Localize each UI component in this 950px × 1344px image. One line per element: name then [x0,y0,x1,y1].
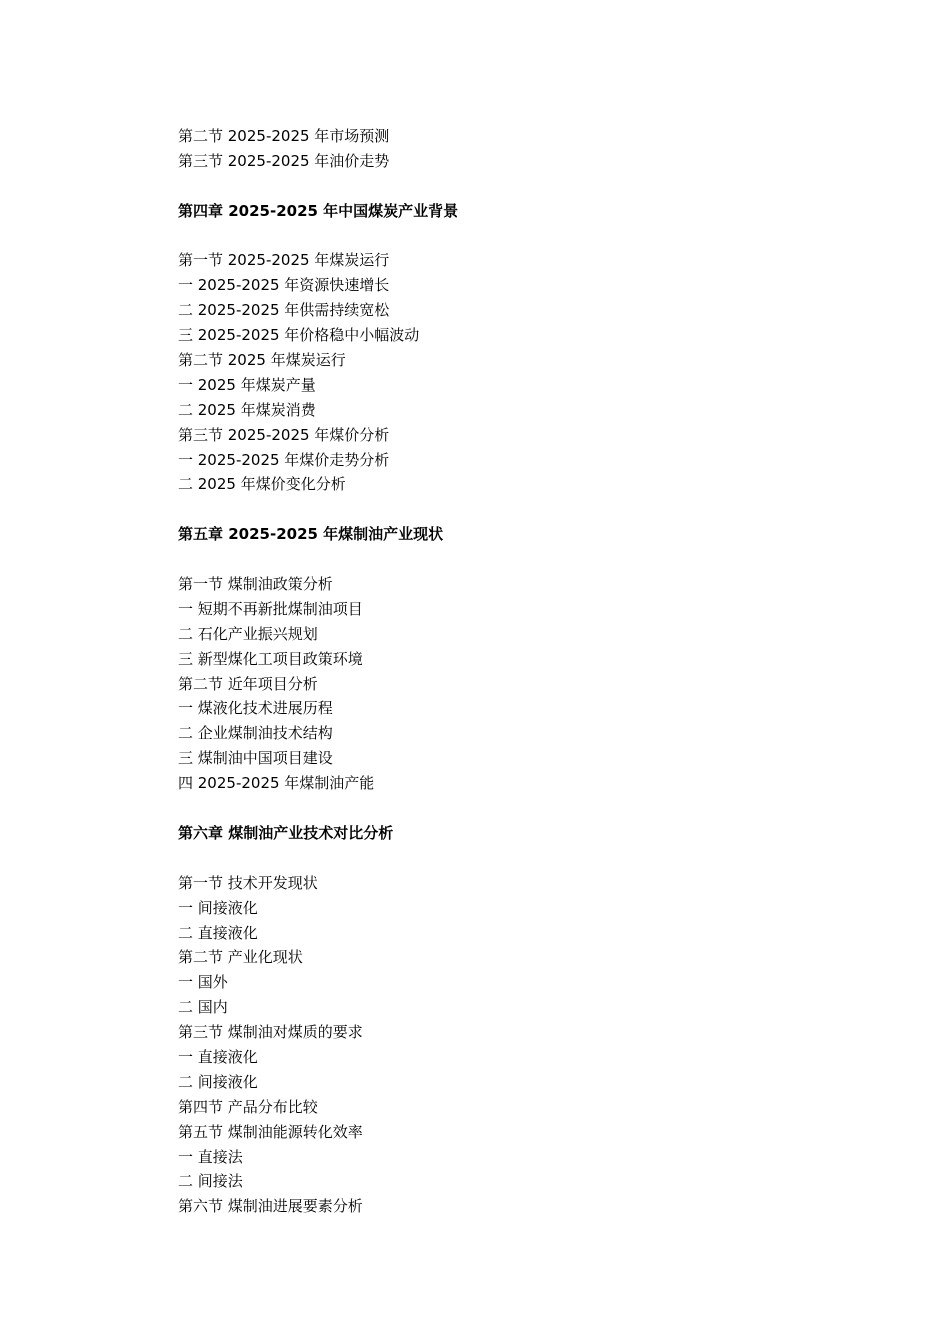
toc-entry: 三 新型煤化工项目政策环境 [178,649,363,668]
toc-entry: 二 2025-2025 年供需持续宽松 [178,301,390,320]
toc-entry: 三 煤制油中国项目建设 [178,749,333,768]
toc-entry: 一 短期不再新批煤制油项目 [178,599,363,618]
spacer [178,846,878,871]
chapter-heading: 第六章 煤制油产业技术对比分析 [178,823,394,842]
toc-entry: 第五节 煤制油能源转化效率 [178,1122,363,1141]
toc-list [178,124,878,1219]
toc-entry: 一 间接液化 [178,898,258,917]
toc-entry: 二 国内 [178,998,228,1017]
toc-entry: 一 2025 年煤炭产量 [178,375,316,394]
toc-entry: 第六节 煤制油进展要素分析 [178,1197,363,1216]
toc-entry: 一 国外 [178,973,228,992]
toc-entry: 二 间接法 [178,1172,243,1191]
toc-entry: 第一节 2025-2025 年煤炭运行 [178,251,390,270]
toc-entry: 一 煤液化技术进展历程 [178,699,333,718]
toc-entry: 四 2025-2025 年煤制油产能 [178,774,375,793]
toc-entry: 第三节 2025-2025 年煤价分析 [178,425,390,444]
spacer [178,547,878,572]
toc-entry: 三 2025-2025 年价格稳中小幅波动 [178,326,420,345]
toc-entry: 二 企业煤制油技术结构 [178,724,333,743]
chapter-heading: 第五章 2025-2025 年煤制油产业现状 [178,525,444,544]
toc-entry: 二 2025 年煤价变化分析 [178,475,346,494]
toc-entry: 二 2025 年煤炭消费 [178,400,316,419]
toc-entry: 一 直接法 [178,1147,243,1166]
toc-entry: 第三节 2025-2025 年油价走势 [178,151,390,170]
toc-entry: 二 间接液化 [178,1072,258,1091]
toc-entry: 一 直接液化 [178,1047,258,1066]
spacer [178,497,878,522]
spacer [178,174,878,199]
spacer [178,796,878,821]
chapter-heading: 第四章 2025-2025 年中国煤炭产业背景 [178,201,459,220]
spacer [178,224,878,249]
toc-entry: 二 石化产业振兴规划 [178,624,318,643]
toc-entry: 第二节 产业化现状 [178,948,303,967]
toc-entry: 第二节 近年项目分析 [178,674,318,693]
toc-entry: 第一节 技术开发现状 [178,873,318,892]
toc-entry: 第二节 2025-2025 年市场预测 [178,127,390,145]
toc-entry: 第四节 产品分布比较 [178,1097,318,1116]
toc-entry: 一 2025-2025 年资源快速增长 [178,276,390,295]
toc-entry: 第三节 煤制油对煤质的要求 [178,1023,363,1042]
toc-entry: 一 2025-2025 年煤价走势分析 [178,450,390,469]
toc-entry: 第一节 煤制油政策分析 [178,575,333,594]
toc-entry: 第二节 2025 年煤炭运行 [178,351,346,370]
toc-entry: 二 直接液化 [178,923,258,942]
